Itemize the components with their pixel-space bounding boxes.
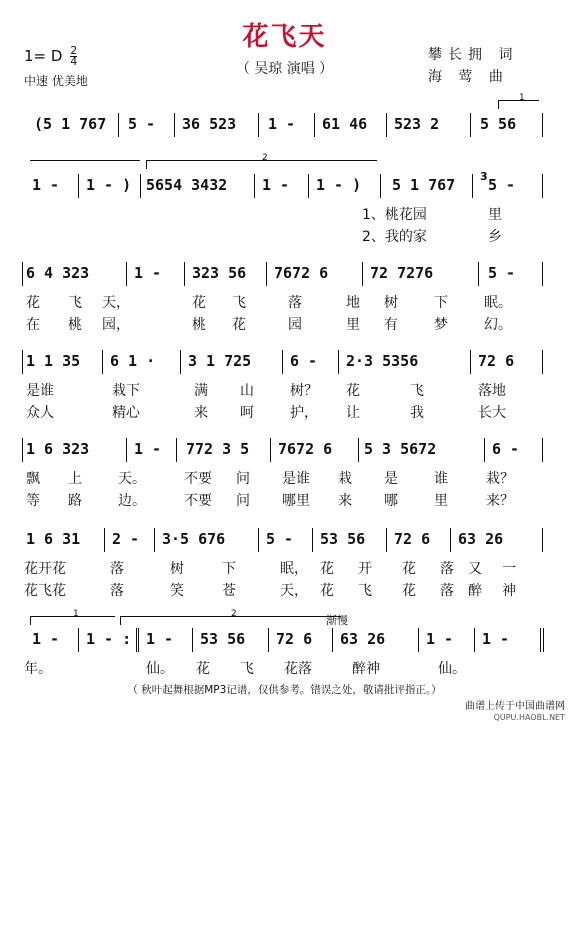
volta-number: 2	[262, 153, 268, 163]
lyric: 花	[192, 295, 206, 311]
barline	[270, 438, 271, 462]
measure: 63 26	[340, 630, 386, 648]
barline	[478, 262, 479, 286]
song-title: 花飞天	[242, 22, 327, 52]
lyric: 栽	[338, 471, 352, 487]
measure: 61 46	[322, 115, 368, 133]
lyric: 花	[320, 583, 334, 599]
lyric: 护，	[290, 405, 318, 421]
lyric: 来	[194, 405, 208, 421]
lyric: 花	[232, 317, 246, 333]
barline	[470, 350, 471, 374]
lyric: 是谁	[26, 383, 54, 399]
measure: 7672 6	[274, 264, 329, 282]
measure: 53 56	[320, 530, 366, 548]
lyric: 天，	[280, 583, 308, 599]
lyric: 天，	[102, 295, 130, 311]
lyric: 栽下	[112, 383, 140, 399]
measure: 1 -	[134, 440, 162, 458]
barline	[282, 350, 283, 374]
measure: 5 56	[480, 115, 517, 133]
lyric: 花	[26, 295, 40, 311]
measure: 2·3 5356	[346, 352, 419, 370]
barline	[126, 438, 127, 462]
barline	[254, 174, 255, 198]
lyric: 花	[346, 383, 360, 399]
measure: 1 -	[146, 630, 174, 648]
barline	[192, 628, 193, 652]
lyric: 落地	[478, 383, 506, 399]
barline	[542, 174, 543, 198]
volta-number: 1	[73, 609, 79, 619]
lyric: 花	[402, 561, 416, 577]
grace-note: 3	[480, 170, 488, 183]
lyric: 不要	[184, 493, 212, 509]
lyric: 我	[410, 405, 424, 421]
measure: 5 -	[266, 530, 294, 548]
lyric: 呵	[240, 405, 254, 421]
lyric: 里	[488, 207, 502, 223]
barline	[78, 174, 79, 198]
measure: 772 3 5	[186, 440, 250, 458]
barline	[176, 438, 177, 462]
key-label: 1= D	[24, 47, 63, 65]
lyric: 醉	[468, 583, 482, 599]
lyric: 桃	[68, 317, 82, 333]
lyric: 上	[68, 471, 82, 487]
barline	[22, 438, 23, 462]
lyric: 来？	[486, 493, 514, 509]
barline	[472, 174, 473, 198]
barline	[154, 528, 155, 552]
measure: 1 - )	[316, 176, 362, 194]
barline	[542, 438, 543, 462]
lyric: 又	[468, 561, 482, 577]
volta-number: 1	[519, 93, 525, 103]
lyric: 仙。	[438, 661, 466, 677]
lyric: 哪里	[282, 493, 310, 509]
lyric: 下	[222, 561, 236, 577]
time-signature	[70, 46, 77, 67]
measure: 523 2	[394, 115, 440, 133]
barline	[358, 438, 359, 462]
measure: 3 1 725	[188, 352, 252, 370]
score-row-7	[22, 630, 544, 652]
measure: 5 3 5672	[364, 440, 437, 458]
lyric: 里	[434, 493, 448, 509]
barline	[542, 113, 543, 137]
lyric: 花	[402, 583, 416, 599]
final-barline	[540, 628, 544, 652]
measure: 5 -	[488, 176, 516, 194]
lyric: 飞	[68, 295, 82, 311]
barline	[268, 628, 269, 652]
lyric: 开	[358, 561, 372, 577]
lyric: 落	[110, 561, 124, 577]
lyric: 梦	[434, 317, 448, 333]
lyric: 桃	[192, 317, 206, 333]
lyric: 飘	[26, 471, 40, 487]
lyric: 神	[502, 583, 516, 599]
barline	[174, 113, 175, 137]
lyric: 落	[110, 583, 124, 599]
source-line-1: 曲谱上传于中国曲谱网	[465, 701, 565, 712]
barline	[542, 528, 543, 552]
lyric: 年。	[24, 661, 52, 677]
measure: 72 6	[394, 530, 431, 548]
barline	[314, 113, 315, 137]
lyric: 边。	[118, 493, 146, 509]
lyric: 落	[288, 295, 302, 311]
lyric: 哪	[384, 493, 398, 509]
lyric: 问	[236, 493, 250, 509]
lyric: 幻。	[484, 317, 512, 333]
lyric: 下	[434, 295, 448, 311]
measure: 72 7276	[370, 264, 434, 282]
lyric: 园	[288, 317, 302, 333]
barline	[78, 628, 79, 652]
lyric: 满	[194, 383, 208, 399]
tempo-marking: 中速 优美地	[24, 74, 88, 88]
lyric: 花开花	[24, 561, 66, 577]
footnote: （ 秋叶起舞根据MP3记谱，仅供参考。错误之处，敬请批评指正。）	[127, 684, 442, 696]
lyric: 众人	[26, 405, 54, 421]
measure: 1 6 323	[26, 440, 90, 458]
volta-1-ending	[30, 609, 115, 625]
lyric: 是谁	[282, 471, 310, 487]
measure: 1 -	[482, 630, 510, 648]
singer-credit: （ 吴琼 演唱 ）	[235, 61, 334, 77]
ritardando-mark: 渐慢	[326, 614, 348, 627]
lyric: 是	[384, 471, 398, 487]
lyric: 山	[240, 383, 254, 399]
barline	[180, 350, 181, 374]
lyric: 苍	[222, 583, 236, 599]
lyric: 有	[384, 317, 398, 333]
measure: 72 6	[276, 630, 313, 648]
measure: 1 6 31	[26, 530, 81, 548]
lyric: 精心	[112, 405, 140, 421]
barline	[450, 528, 451, 552]
measure: 3·5 676	[162, 530, 226, 548]
volta-1	[30, 160, 140, 169]
lyric: 一	[502, 561, 516, 577]
lyric: 1、桃花园	[362, 207, 427, 223]
lyric: 2、我的家	[362, 229, 427, 245]
barline	[380, 174, 381, 198]
lyric: 笑	[170, 583, 184, 599]
lyric: 落	[440, 583, 454, 599]
score-row-2	[22, 170, 544, 198]
composer-credit: 海 莺 曲	[428, 69, 509, 85]
barline	[126, 262, 127, 286]
barline	[258, 113, 259, 137]
measure: 1 - )	[86, 176, 132, 194]
measure: 1 -	[32, 176, 60, 194]
barline	[542, 350, 543, 374]
measure: 36 523	[182, 115, 237, 133]
measure: 5 -	[128, 115, 156, 133]
measure: 1 -	[268, 115, 296, 133]
measure: 2 -	[112, 530, 140, 548]
score-row-1	[22, 115, 544, 137]
measure: 1 -	[134, 264, 162, 282]
measure: 53 56	[200, 630, 246, 648]
barline	[102, 350, 103, 374]
barline	[338, 350, 339, 374]
lyric: 花落	[284, 661, 312, 677]
lyric: 谁	[434, 471, 448, 487]
barline	[542, 262, 543, 286]
score-row-3	[22, 264, 544, 286]
barline	[470, 113, 471, 137]
barline	[484, 438, 485, 462]
lyric: 园，	[102, 317, 130, 333]
barline	[22, 350, 23, 374]
barline	[312, 528, 313, 552]
source-url: QUPU.HAOBL.NET	[493, 713, 565, 722]
measure: 72 6	[478, 352, 515, 370]
lyric: 花	[320, 561, 334, 577]
lyric: 来	[338, 493, 352, 509]
time-top: 2	[70, 44, 78, 57]
lyric: 长大	[478, 405, 506, 421]
lyric: 树？	[290, 383, 318, 399]
barline	[266, 262, 267, 286]
measure: 1 - :	[86, 630, 132, 648]
lyric: 仙。	[146, 661, 174, 677]
lyric: 乡	[488, 229, 502, 245]
source-watermark	[435, 701, 565, 723]
measure: 5654 3432	[146, 176, 228, 194]
measure: 1 1 35	[26, 352, 81, 370]
time-bottom: 4	[70, 55, 78, 68]
measure: 6 4 323	[26, 264, 90, 282]
measure: 63 26	[458, 530, 504, 548]
barline	[474, 628, 475, 652]
lyric: 路	[68, 493, 82, 509]
barline	[308, 174, 309, 198]
volta-2	[146, 153, 377, 169]
barline	[140, 174, 141, 198]
barline	[386, 113, 387, 137]
lyric: 花	[196, 661, 210, 677]
lyric: 让	[346, 405, 360, 421]
lyric: 眠，	[280, 561, 308, 577]
lyricist-credit: 攀长拥 词	[428, 47, 519, 63]
score-row-5	[22, 440, 544, 462]
lyric: 飞	[410, 383, 424, 399]
lyric: 树	[384, 295, 398, 311]
barline	[118, 113, 119, 137]
barline	[22, 262, 23, 286]
lyric: 地	[346, 295, 360, 311]
score-row-6	[22, 530, 544, 552]
lyric: 栽？	[486, 471, 514, 487]
barline	[362, 262, 363, 286]
lyric: 不要	[184, 471, 212, 487]
measure: 6 1 ·	[110, 352, 156, 370]
key-signature	[24, 46, 77, 67]
measure: 7672 6	[278, 440, 333, 458]
barline	[332, 628, 333, 652]
volta-1-top	[498, 93, 539, 109]
barline	[104, 528, 105, 552]
measure: (5 1 767	[34, 115, 107, 133]
barline	[418, 628, 419, 652]
repeat-barline	[136, 628, 139, 652]
barline	[184, 262, 185, 286]
lyric: 问	[236, 471, 250, 487]
lyric: 醉神	[352, 661, 380, 677]
barline	[386, 528, 387, 552]
barline	[258, 528, 259, 552]
lyric: 眠。	[484, 295, 512, 311]
measure: 1 -	[426, 630, 454, 648]
measure: 6 -	[492, 440, 520, 458]
volta-number: 2	[231, 609, 237, 619]
lyric: 等	[26, 493, 40, 509]
measure: 5 -	[488, 264, 516, 282]
lyric: 落	[440, 561, 454, 577]
lyric: 树	[170, 561, 184, 577]
lyric: 飞	[358, 583, 372, 599]
lyric: 天。	[118, 471, 146, 487]
lyric: 在	[26, 317, 40, 333]
lyric: 花飞花	[24, 583, 66, 599]
measure: 6 -	[290, 352, 318, 370]
measure: 323 56	[192, 264, 247, 282]
measure: 5 1 767	[392, 176, 456, 194]
score-row-4	[22, 352, 544, 374]
lyric: 飞	[240, 661, 254, 677]
lyric: 飞	[232, 295, 246, 311]
measure: 1 -	[32, 630, 60, 648]
measure: 1 -	[262, 176, 290, 194]
lyric: 里	[346, 317, 360, 333]
